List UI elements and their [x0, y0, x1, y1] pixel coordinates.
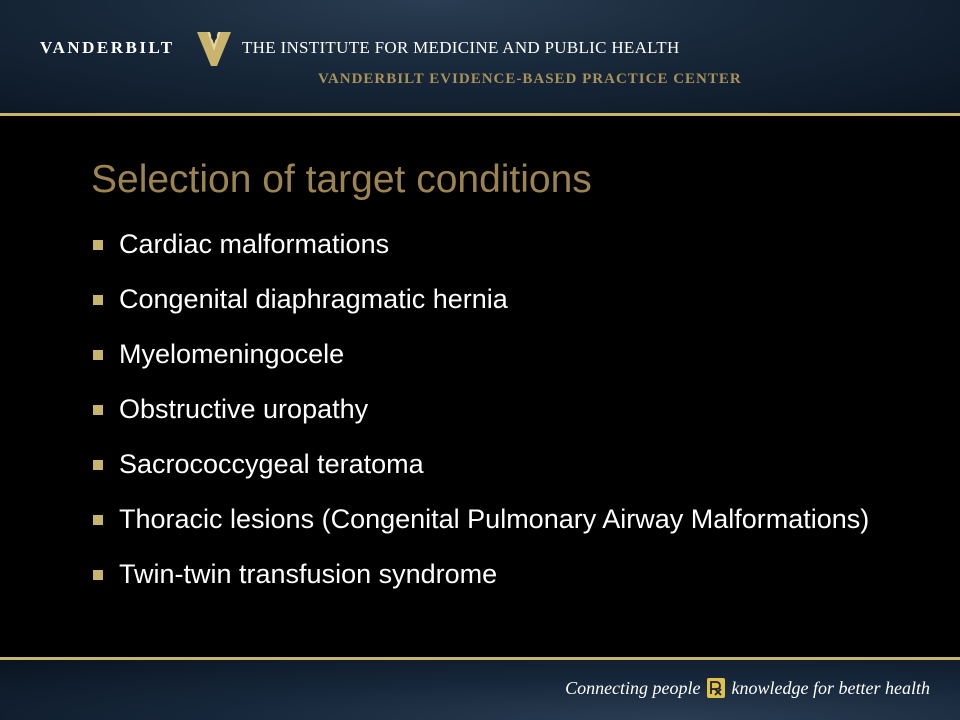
square-bullet-icon: [93, 515, 103, 525]
bullet-text: Obstructive uropathy: [119, 394, 369, 424]
footer-band: [0, 660, 960, 720]
tagline-end: knowledge for better health: [731, 678, 930, 698]
bullet-item: [91, 281, 921, 318]
slide-title: Selection of target conditions: [91, 158, 592, 201]
rx-ampersand-icon: [707, 678, 725, 698]
bullet-text: Thoracic lesions (Congenital Pulmonary Airway Malformations): [119, 504, 870, 534]
bullet-text: Twin-twin transfusion syndrome: [119, 559, 498, 589]
practice-center-title: VANDERBILT EVIDENCE-BASED PRACTICE CENTER: [318, 71, 742, 87]
square-bullet-icon: [93, 295, 103, 305]
square-bullet-icon: [93, 460, 103, 470]
bullet-text: Cardiac malformations: [119, 229, 390, 259]
bullet-item: [91, 391, 921, 428]
institute-title: THE INSTITUTE FOR MEDICINE AND PUBLIC HEALTH: [242, 38, 680, 57]
square-bullet-icon: [93, 240, 103, 250]
vanderbilt-oak-v-logo-icon: [195, 28, 233, 68]
bullet-item: [91, 446, 921, 483]
header-divider: [0, 113, 960, 116]
bullet-text: Congenital diaphragmatic hernia: [119, 284, 508, 314]
vanderbilt-wordmark: VANDERBILT: [40, 38, 175, 57]
bullet-item: [91, 226, 921, 263]
header-band: [0, 0, 960, 113]
bullet-item: [91, 336, 921, 373]
bullet-list: [91, 226, 921, 611]
square-bullet-icon: [93, 405, 103, 415]
tagline-start: Connecting people: [565, 678, 701, 698]
footer-tagline: [565, 678, 930, 699]
bullet-item: [91, 556, 921, 593]
bullet-text: Sacrococcygeal teratoma: [119, 449, 424, 479]
bullet-item: [91, 501, 921, 538]
square-bullet-icon: [93, 350, 103, 360]
square-bullet-icon: [93, 570, 103, 580]
bullet-text: Myelomeningocele: [119, 339, 345, 369]
